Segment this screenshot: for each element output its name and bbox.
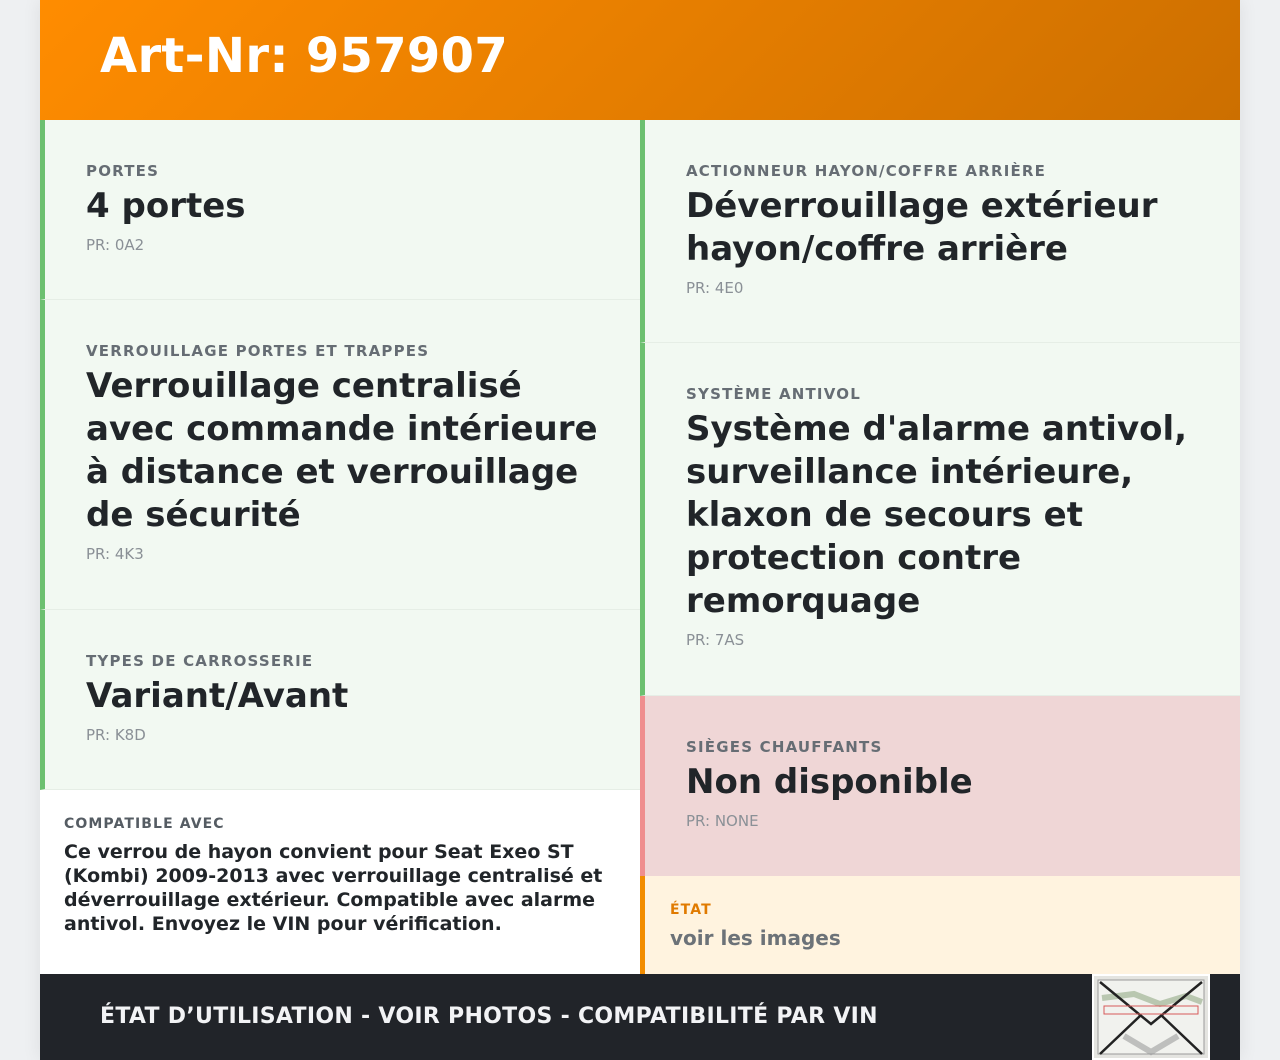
spec-value: Déverrouillage extérieur hayon/coffre arrière	[686, 186, 1158, 269]
spec-pr-code: PR: 7AS	[686, 631, 745, 649]
spec-label: SYSTÈME ANTIVOL	[686, 385, 861, 403]
spec-card-sieges	[640, 696, 1240, 876]
spec-label: SIÈGES CHAUFFANTS	[686, 738, 883, 756]
product-photo-thumbnail-icon[interactable]	[1092, 974, 1210, 1060]
product-sheet	[40, 0, 1240, 1060]
spec-card-antivol	[640, 343, 1240, 696]
spec-pr-code: PR: NONE	[686, 812, 759, 830]
spec-card-portes	[40, 120, 640, 300]
compatibility-box	[40, 790, 640, 974]
right-column	[640, 120, 1240, 876]
spec-value: 4 portes	[86, 186, 246, 226]
spec-label: PORTES	[86, 162, 160, 180]
spec-pr-code: PR: K8D	[86, 726, 146, 744]
spec-pr-code: PR: 4E0	[686, 279, 744, 297]
spec-label: ACTIONNEUR HAYON/COFFRE ARRIÈRE	[686, 162, 1047, 180]
spec-value: Système d'alarme antivol, surveillance intérieure, klaxon de secours et protection contre remorquage	[686, 409, 1188, 621]
condition-text: voir les images	[670, 926, 841, 950]
spec-pr-code: PR: 4K3	[86, 545, 144, 563]
thumbnail-image-icon	[1094, 976, 1208, 1058]
spec-label: TYPES DE CARROSSERIE	[86, 652, 314, 670]
compatibility-text: Ce verrou de hayon convient pour Seat Exeo ST (Kombi) 2009-2013 avec verrouillage centralisé et déverrouillage extérieur. Compatible avec alarme antivol. Envoyez le VIN pour vérification.	[64, 841, 603, 935]
footer-bar	[40, 974, 1240, 1060]
spec-label: VERROUILLAGE PORTES ET TRAPPES	[86, 342, 430, 360]
spec-value: Non disponible	[686, 762, 973, 802]
article-number-title: Art-Nr: 957907	[100, 28, 509, 84]
footer-text: ÉTAT D’UTILISATION - VOIR PHOTOS - COMPATIBILITÉ PAR VIN	[100, 1004, 878, 1029]
spec-card-hayon	[640, 120, 1240, 343]
spec-card-carrosserie	[40, 610, 640, 790]
spec-value: Variant/Avant	[86, 676, 349, 716]
spec-value: Verrouillage centralisé avec commande intérieure à distance et verrouillage de sécurité	[86, 366, 598, 535]
left-column	[40, 120, 640, 790]
spec-card-verrouillage	[40, 300, 640, 610]
condition-box	[640, 876, 1240, 974]
header-banner	[40, 0, 1240, 120]
compatibility-label: COMPATIBLE AVEC	[64, 816, 225, 832]
condition-label: ÉTAT	[670, 902, 712, 918]
spec-pr-code: PR: 0A2	[86, 236, 145, 254]
